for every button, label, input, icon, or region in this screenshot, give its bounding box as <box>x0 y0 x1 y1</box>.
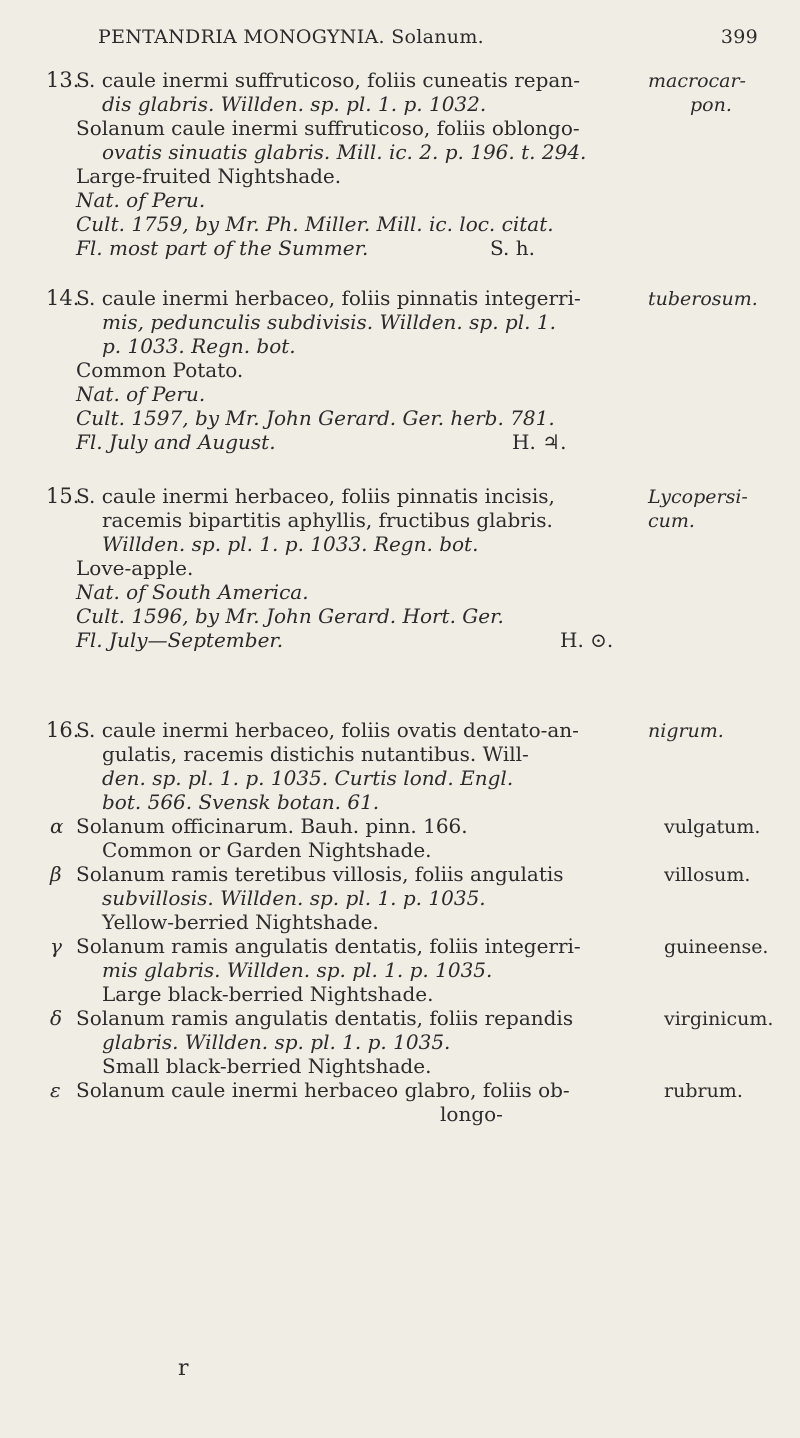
variety-line: Small black-berried Nightshade. <box>102 1054 432 1078</box>
entry-line: racemis bipartitis aphyllis, fructibus glabris. <box>102 508 553 532</box>
entry-line: Fl. July and August. <box>76 430 276 454</box>
variety-trivial: vulgatum. <box>664 816 761 838</box>
trivial-name-cont: cum. <box>648 510 695 532</box>
entry-line: Large-fruited Nightshade. <box>76 164 342 188</box>
stray-mark: r <box>178 1356 189 1381</box>
variety-trivial: virginicum. <box>664 1008 774 1030</box>
variety-mark-gamma: γ <box>50 934 62 958</box>
entry-line: S. caule inermi suffruticoso, foliis cuneatis repan- <box>76 68 580 92</box>
variety-line: Solanum caule inermi herbaceo glabro, foliis ob- <box>76 1078 570 1102</box>
entry-line: Cult. 1597, by Mr. John Gerard. Ger. herb. 781. <box>76 406 555 430</box>
variety-line: Solanum ramis angulatis dentatis, foliis repandis <box>76 1006 574 1030</box>
trivial-name: tuberosum. <box>648 288 758 310</box>
entry-line: Cult. 1759, by Mr. Ph. Miller. Mill. ic. loc. citat. <box>76 212 554 236</box>
habit-symbol: H. ♃. <box>512 430 567 454</box>
entry-line: Nat. of South America. <box>76 580 309 604</box>
trivial-name-cont: pon. <box>690 94 732 116</box>
entry-line: p. 1033. Regn. bot. <box>102 334 296 358</box>
variety-mark-beta: β <box>50 862 62 886</box>
variety-mark-alpha: α <box>50 814 64 838</box>
entry-line: Common Potato. <box>76 358 244 382</box>
variety-trivial: villosum. <box>664 864 751 886</box>
entry-line: mis, pedunculis subdivisis. Willden. sp. pl. 1. <box>102 310 556 334</box>
entry-line: Fl. July—September. <box>76 628 284 652</box>
entry-line: Fl. most part of the Summer. <box>76 236 369 260</box>
entry-number: 13. <box>46 68 80 92</box>
habit-symbol: S. h. <box>490 236 535 260</box>
variety-line: subvillosis. Willden. sp. pl. 1. p. 1035. <box>102 886 486 910</box>
variety-mark-delta: δ <box>50 1006 63 1030</box>
entry-line: ovatis sinuatis glabris. Mill. ic. 2. p. 196. t. 294. <box>102 140 587 164</box>
variety-line: glabris. Willden. sp. pl. 1. p. 1035. <box>102 1030 451 1054</box>
trivial-name: macrocar- <box>648 70 746 92</box>
entry-line: Nat. of Peru. <box>76 188 206 212</box>
entry-number: 15. <box>46 484 80 508</box>
entry-line: S. caule inermi herbaceo, foliis pinnatis integerri- <box>76 286 581 310</box>
running-header <box>98 14 758 54</box>
entry-line: den. sp. pl. 1. p. 1035. Curtis lond. Engl. <box>102 766 514 790</box>
entry-number: 16. <box>46 718 80 742</box>
variety-trivial: rubrum. <box>664 1080 743 1102</box>
variety-line: Solanum ramis teretibus villosis, foliis angulatis <box>76 862 564 886</box>
variety-line: mis glabris. Willden. sp. pl. 1. p. 1035. <box>102 958 493 982</box>
running-title: PENTANDRIA MONOGYNIA. Solanum. <box>98 26 485 48</box>
entry-line: S. caule inermi herbaceo, foliis pinnatis incisis, <box>76 484 555 508</box>
variety-trivial: guineense. <box>664 936 769 958</box>
variety-line: Solanum ramis angulatis dentatis, foliis integerri- <box>76 934 581 958</box>
page-number: 399 <box>720 26 758 48</box>
variety-line: Yellow-berried Nightshade. <box>102 910 379 934</box>
entry-line: Love-apple. <box>76 556 194 580</box>
entry-line: dis glabris. Willden. sp. pl. 1. p. 1032. <box>102 92 487 116</box>
entry-line: Solanum caule inermi suffruticoso, foliis oblongo- <box>76 116 580 140</box>
habit-symbol: H. ⊙. <box>560 628 614 652</box>
entry-number: 14. <box>46 286 80 310</box>
trivial-name: nigrum. <box>648 720 724 742</box>
entry-line: Willden. sp. pl. 1. p. 1033. Regn. bot. <box>102 532 479 556</box>
entry-line: Cult. 1596, by Mr. John Gerard. Hort. Ger. <box>76 604 504 628</box>
trivial-name: Lycopersi- <box>648 486 748 508</box>
variety-line: Large black-berried Nightshade. <box>102 982 434 1006</box>
entry-line: bot. 566. Svensk botan. 61. <box>102 790 380 814</box>
variety-line: Solanum officinarum. Bauh. pinn. 166. <box>76 814 468 838</box>
variety-line: longo- <box>440 1102 503 1126</box>
entry-line: gulatis, racemis distichis nutantibus. Will- <box>102 742 529 766</box>
entry-line: Nat. of Peru. <box>76 382 206 406</box>
entry-line: S. caule inermi herbaceo, foliis ovatis dentato-an- <box>76 718 579 742</box>
variety-line: Common or Garden Nightshade. <box>102 838 432 862</box>
variety-mark-epsilon: ε <box>50 1078 61 1102</box>
